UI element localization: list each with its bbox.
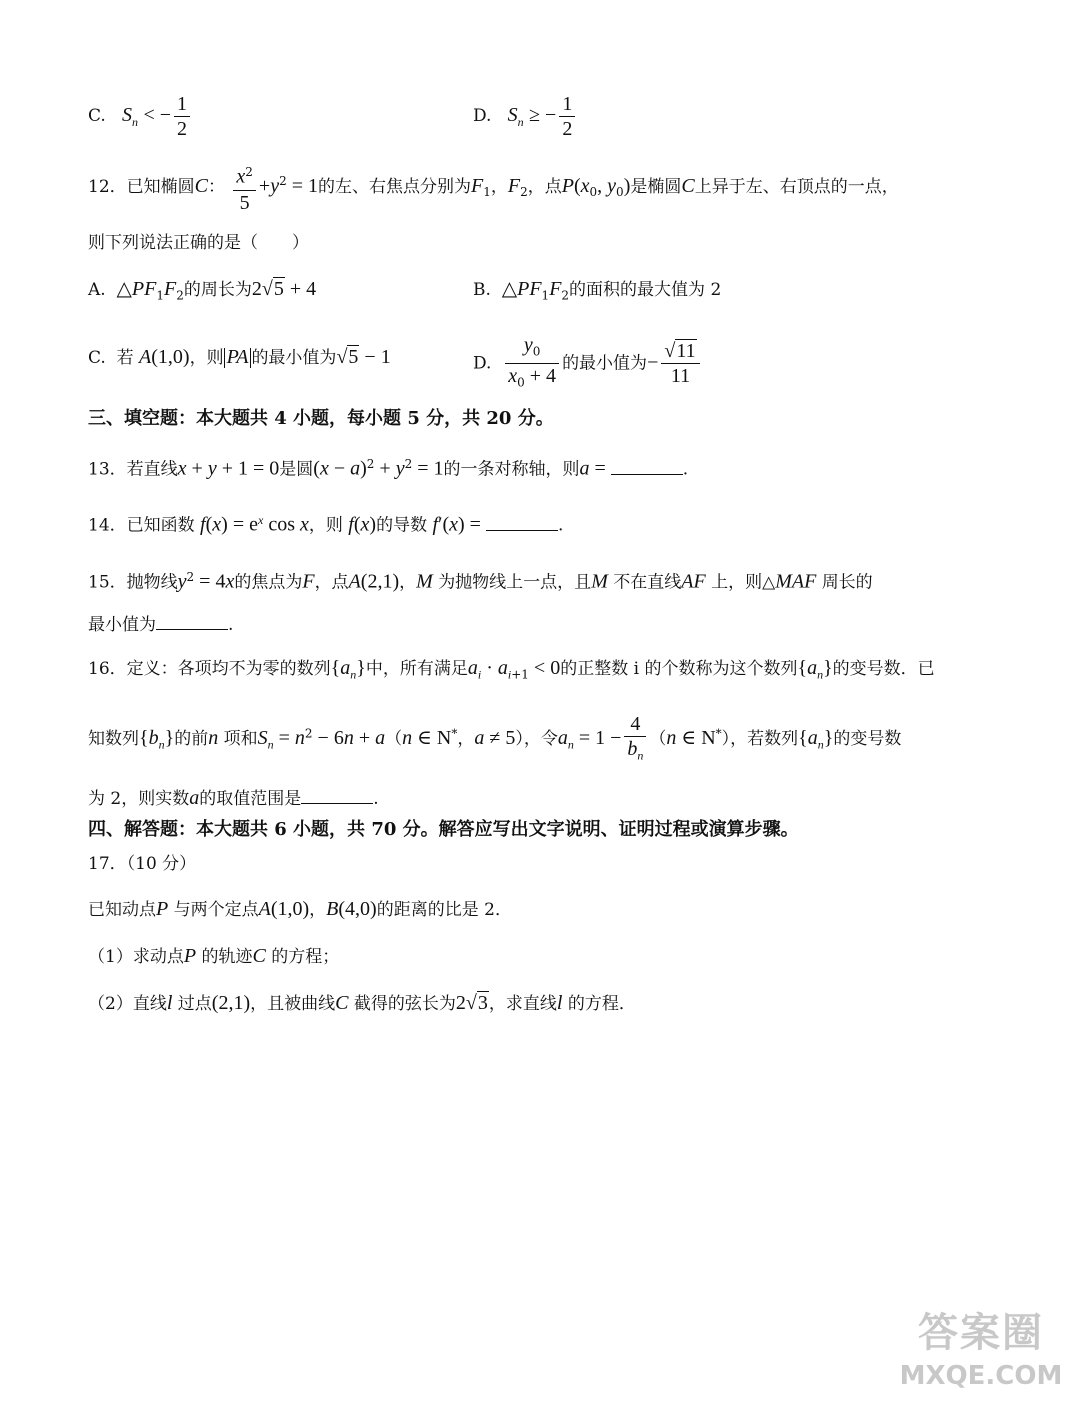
q17-part2: （2）直线l 过点(2,1)，且被曲线C 截得的弦长为2√3，求直线l 的方程． [88, 992, 636, 1014]
q12-option-c: C. 若 A(1,0)，则 PA 的最小值为√5 − 1 [88, 346, 391, 368]
q13: 13．若直线x + y + 1 = 0是圆$(x - a)^2 + y^2 = 1$的一条对称轴，则a = . [88, 457, 689, 480]
q17-number: 17．（10 分） [88, 854, 197, 874]
q12-option-d: D. $\frac{y_0}{x_0 + 4}$ 的最小值为− $\frac{√11}{11}$ [473, 333, 703, 395]
answer-blank[interactable] [156, 611, 228, 630]
section-3-heading: 三、填空题：本大题共 4 小题，每小题 5 分，共 20 分。 [88, 408, 554, 429]
q12-option-b: B. $\triangle PF_1F_2$的面积的最大值为 2 [473, 278, 722, 303]
q15: 15．抛物线$y^2 = 4x$的焦点为F，点A(2,1)，M 为抛物线上一点，且M 不在直线AF 上，则△MAF 周长的 [88, 570, 873, 593]
q16-line2: 知数列$\{b_n\}$的前n 项和$S_n = n^2 - 6n + a(n$ ∈ N*，a ≠ 5），令$a_n = 1$ − $\frac{4}{b_n}$ （n ∈ N*），若数列$\{a_n\}$的变号数 [88, 713, 902, 763]
q12-stem-line2: 则下列说法正确的是（ ） [88, 233, 309, 253]
q17-stem: 已知动点P 与两个定点A(1,0)，B(4,0)的距离的比是 2． [88, 898, 512, 920]
section-4-heading: 四、解答题：本大题共 6 小题，共 70 分。解答应写出文字说明、证明过程或演算步骤。 [88, 819, 799, 840]
q17-part1: （1）求动点P 的轨迹C 的方程； [88, 945, 340, 967]
q14: 14．已知函数 $f(x) = e^x$ cos x，则 f(x)的导数 f′(x) = . [88, 513, 564, 536]
watermark-logo: 答案圈 MXQE.COM [899, 1310, 1063, 1391]
q16: 16．定义：各项均不为零的数列$\{a_n\}$中，所有满足$a_i \cdot a_{i+1} < 0$的正整数 i 的个数称为这个数列$\{a_n\}$的变号数．已 [88, 657, 935, 682]
q11-option-d: D. $S_n$ ≥ − $\frac{1}{2}$ [473, 92, 578, 141]
answer-blank[interactable] [611, 456, 683, 475]
q15-line2: 最小值为 . [88, 611, 233, 637]
q11-option-c: C. $S_n$ < − $\frac{1}{2}$ [88, 92, 193, 141]
answer-blank[interactable] [301, 785, 373, 804]
q12-stem: 12．已知椭圆C： $\frac{x^2}{5}$ $+y^2 = 1$的左、右焦点分别为$F_1$，$F_2$，点$P(x_0$, $y_0$)是椭圆C上异于左、右顶点的一点， [88, 160, 899, 215]
answer-blank[interactable] [486, 512, 558, 531]
q12-option-a: A. $\triangle PF_1F_2$的周长为2√5 + 4 [88, 278, 317, 303]
q16-line3: 为 2，则实数a的取值范围是 . [88, 787, 379, 809]
